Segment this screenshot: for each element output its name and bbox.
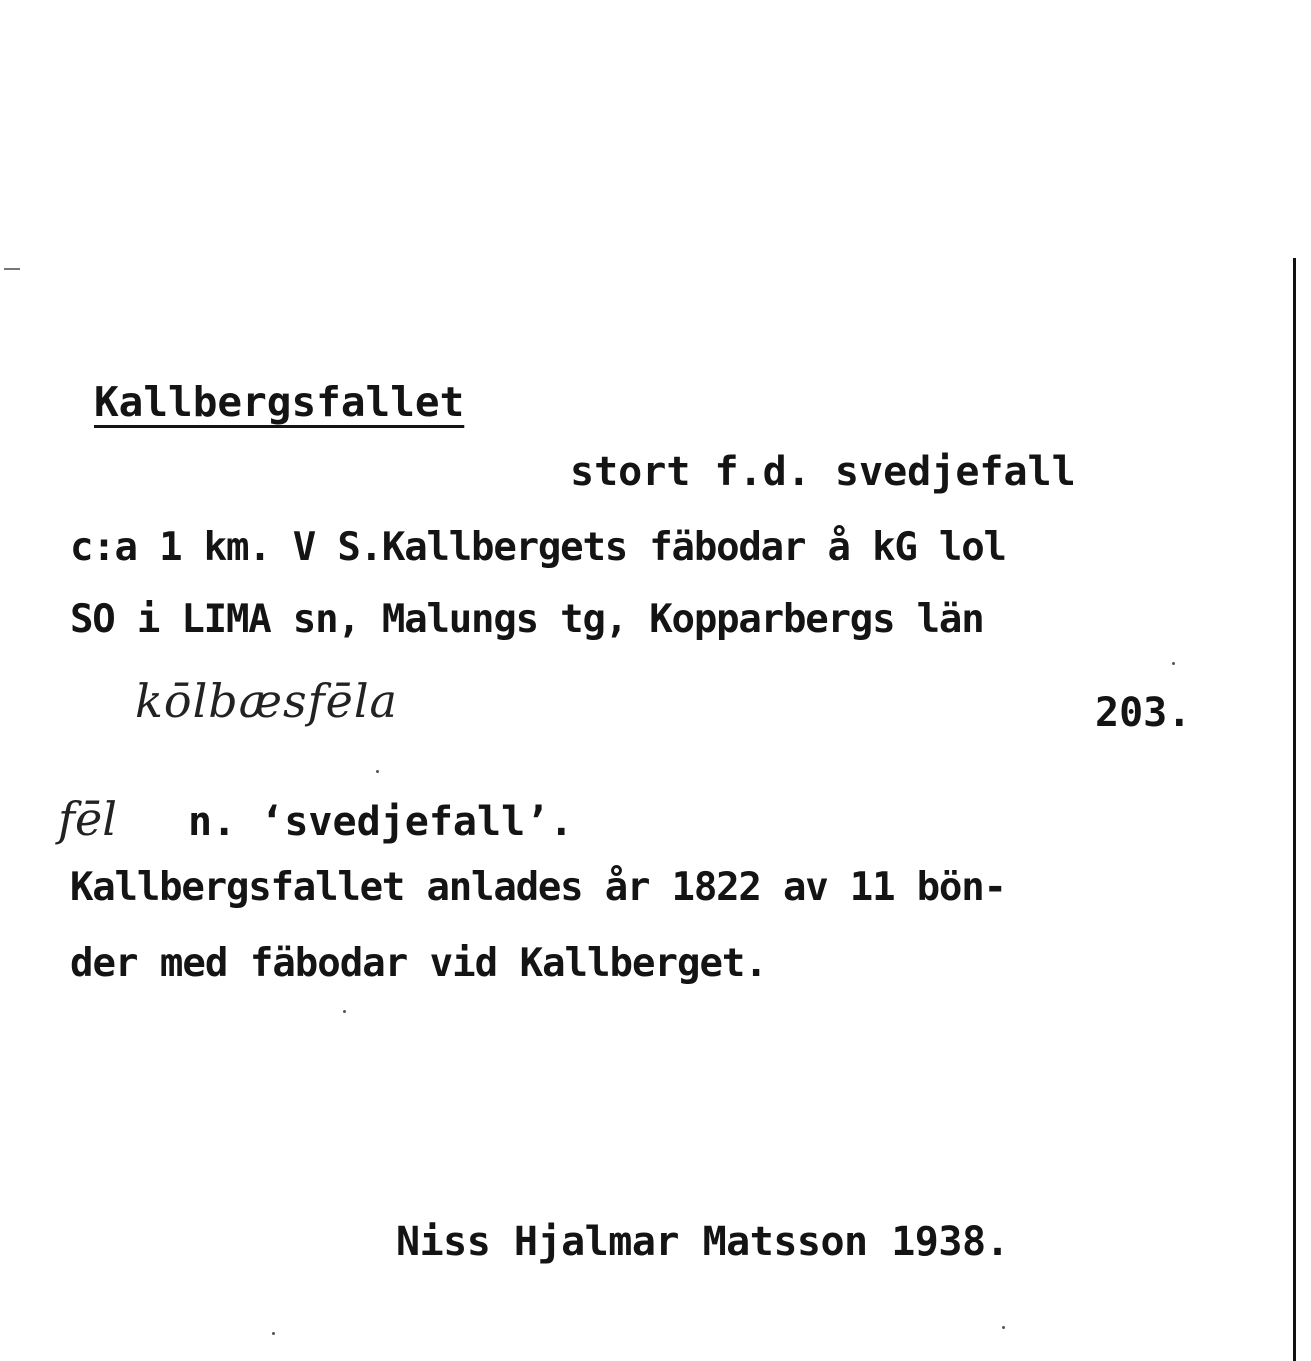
speck: [1002, 1326, 1005, 1329]
card-right-edge: [1293, 258, 1296, 1361]
speck: [272, 1332, 275, 1335]
margin-mark: [4, 268, 20, 270]
speck: [343, 1010, 346, 1013]
place-name-title: Kallbergsfallet: [94, 378, 465, 426]
place-type-line: stort f.d. svedjefall: [570, 449, 1076, 495]
speck: [376, 770, 379, 773]
location-line-1: c:a 1 km. V S.Kallbergets fäbodar å kG lol: [70, 525, 1006, 570]
location-line-2: SO i LIMA sn, Malungs tg, Kopparbergs län: [70, 597, 984, 642]
signature-line: Niss Hjalmar Matsson 1938.: [396, 1219, 1010, 1265]
history-line-2: der med fäbodar vid Kallberget.: [70, 941, 767, 986]
card-number: 203.: [1095, 690, 1192, 736]
handwritten-term: fēl: [58, 792, 117, 846]
term-definition: n. ‘svedjefall’.: [188, 799, 574, 845]
handwritten-pronunciation: kōlbæsfēla: [135, 674, 398, 728]
speck: [1172, 662, 1175, 665]
history-line-1: Kallbergsfallet anlades år 1822 av 11 bön-: [70, 865, 1006, 910]
